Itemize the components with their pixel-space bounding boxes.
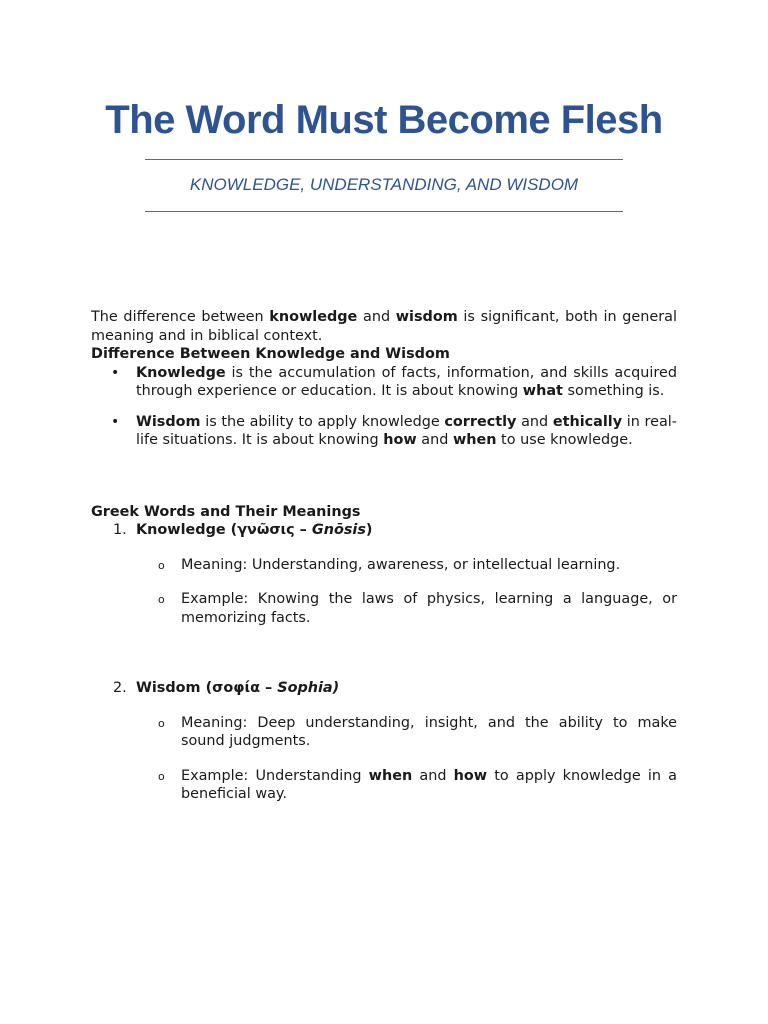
list-number: 2. xyxy=(113,680,127,696)
numbered-item-title: Wisdom (σοφία – Sophia) xyxy=(136,680,340,696)
sub-list xyxy=(136,714,677,804)
sub-list xyxy=(136,556,677,628)
circle-bullet-icon: o xyxy=(158,593,165,606)
bullet-icon: • xyxy=(111,364,120,381)
term-knowledge: Knowledge xyxy=(136,364,226,381)
circle-bullet-icon: o xyxy=(158,716,165,730)
numbered-item-knowledge xyxy=(91,521,677,627)
document-title: The Word Must Become Flesh xyxy=(105,98,663,142)
difference-bullet-list xyxy=(91,364,677,450)
numbered-item-title: Knowledge (γνῶσις – Gnōsis) xyxy=(136,522,373,538)
bullet-item-wisdom: • Wisdom is the ability to apply knowledge correctly and ethically in real-life situations. It is about knowing how and when to use knowledge. xyxy=(111,413,677,448)
title-divider-bottom xyxy=(145,211,623,212)
list-number: 1. xyxy=(113,522,127,538)
section-heading-difference: Difference Between Knowledge and Wisdom xyxy=(91,346,450,362)
bullet-icon: • xyxy=(111,413,120,430)
sub-item-meaning: o Meaning: Deep understanding, insight, and the ability to make sound judgments. xyxy=(158,714,677,749)
intro-wisdom-bold: wisdom xyxy=(395,309,458,325)
title-divider-top xyxy=(145,159,623,160)
term-wisdom: Wisdom xyxy=(136,413,201,430)
intro-knowledge-bold: knowledge xyxy=(269,309,358,325)
circle-bullet-icon: o xyxy=(158,558,165,572)
intro-paragraph: The difference between knowledge and wisdom is significant, both in general meaning and in biblical context. xyxy=(91,309,677,344)
sub-item-meaning: o Meaning: Understanding, awareness, or intellectual learning. xyxy=(91,556,677,575)
sub-item-example: o Example: Understanding when and how to apply knowledge in a beneficial way. xyxy=(158,767,677,802)
bullet-item-knowledge: • Knowledge is the accumulation of facts, information, and skills acquired through experience or education. It is about knowing what something is. xyxy=(111,364,677,399)
numbered-item-wisdom xyxy=(91,679,677,804)
sub-item-example: o Example: Knowing the laws of physics, learning a language, or memorizing facts. xyxy=(158,591,677,626)
document-subtitle: KNOWLEDGE, UNDERSTANDING, AND WISDOM xyxy=(189,175,579,194)
document-body xyxy=(91,308,677,820)
section-heading-greek: Greek Words and Their Meanings xyxy=(91,503,361,520)
circle-bullet-icon: o xyxy=(158,769,165,783)
